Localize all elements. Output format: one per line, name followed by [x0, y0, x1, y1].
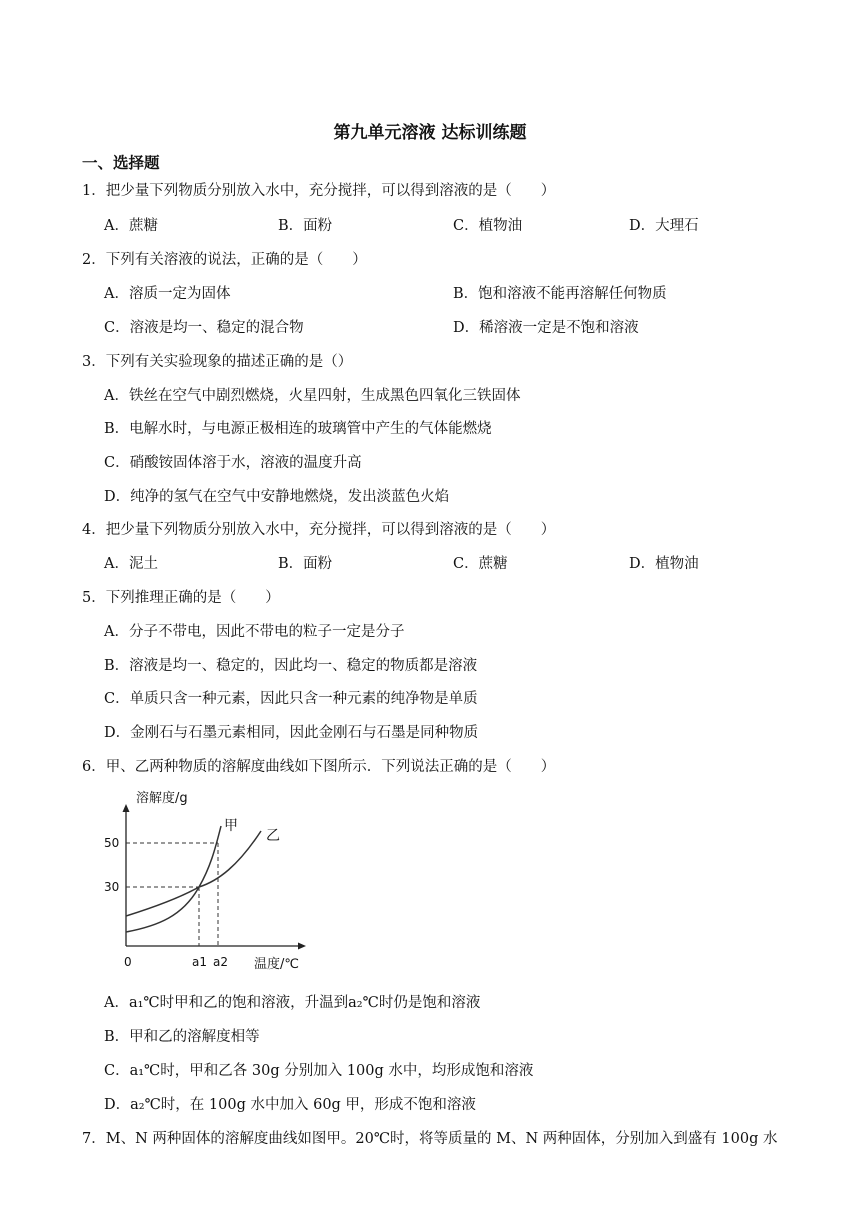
q4-option-a: A．泥土	[104, 556, 158, 572]
q6-option-c: C．a₁℃时，甲和乙各 30g 分别加入 100g 水中，均形成饱和溶液	[104, 1063, 534, 1079]
solubility-chart	[104, 788, 318, 973]
question-7: 7．M、N 两种固体的溶解度曲线如图甲。20℃时，将等质量的 M、N 两种固体，分别加入到盛有 100g 水	[82, 1131, 778, 1147]
xtick-0: 0	[124, 955, 132, 969]
q5-option-a: A．分子不带电，因此不带电的粒子一定是分子	[104, 624, 405, 640]
xtick-a1: a1	[192, 955, 207, 969]
q3-option-a: A．铁丝在空气中剧烈燃烧，火星四射，生成黑色四氧化三铁固体	[104, 388, 521, 404]
section-heading: 一、选择题	[82, 154, 160, 172]
page-title: 第九单元溶液 达标训练题	[333, 123, 527, 143]
q2-option-c: C．溶液是均一、稳定的混合物	[104, 320, 304, 336]
q4-option-c: C．蔗糖	[453, 556, 508, 572]
ytick-50: 50	[104, 836, 120, 850]
q1-option-b: B．面粉	[278, 218, 333, 234]
q4-option-d: D．植物油	[629, 556, 699, 572]
question-1: 1．把少量下列物质分别放入水中，充分搅拌，可以得到溶液的是（ ）	[82, 183, 556, 199]
xtick-a2: a2	[213, 955, 228, 969]
q3-option-c: C．硝酸铵固体溶于水，溶液的温度升高	[104, 455, 362, 471]
question-4: 4．把少量下列物质分别放入水中，充分搅拌，可以得到溶液的是（ ）	[82, 522, 556, 538]
q5-option-b: B．溶液是均一、稳定的，因此均一、稳定的物质都是溶液	[104, 658, 478, 674]
q6-option-a: A．a₁℃时甲和乙的饱和溶液，升温到a₂℃时仍是饱和溶液	[104, 995, 481, 1011]
q3-option-d: D．纯净的氢气在空气中安静地燃烧，发出淡蓝色火焰	[104, 489, 450, 505]
q1-option-d: D．大理石	[629, 218, 699, 234]
series-yi-curve	[126, 831, 261, 916]
q5-option-c: C．单质只含一种元素，因此只含一种元素的纯净物是单质	[104, 691, 478, 707]
series-jia-label: 甲	[224, 818, 238, 834]
question-5: 5．下列推理正确的是（ ）	[82, 590, 280, 606]
ytick-30: 30	[104, 880, 120, 894]
q3-option-b: B．电解水时，与电源正极相连的玻璃管中产生的气体能燃烧	[104, 421, 492, 437]
q1-option-a: A．蔗糖	[104, 218, 158, 234]
q6-option-d: D．a₂℃时，在 100g 水中加入 60g 甲，形成不饱和溶液	[104, 1097, 476, 1113]
series-jia-curve	[126, 826, 221, 932]
question-6: 6．甲、乙两种物质的溶解度曲线如下图所示．下列说法正确的是（ ）	[82, 759, 556, 775]
y-axis-label: 溶解度/g	[136, 791, 188, 806]
x-axis-label: 温度/℃	[254, 957, 299, 972]
q2-option-b: B．饱和溶液不能再溶解任何物质	[453, 286, 667, 302]
x-axis-arrow	[298, 943, 306, 950]
q6-option-b: B．甲和乙的溶解度相等	[104, 1029, 260, 1045]
series-yi-label: 乙	[266, 828, 280, 844]
q1-option-c: C．植物油	[453, 218, 523, 234]
y-axis-arrow	[123, 804, 130, 812]
q4-option-b: B．面粉	[278, 556, 333, 572]
q2-option-a: A．溶质一定为固体	[104, 286, 231, 302]
q2-option-d: D．稀溶液一定是不饱和溶液	[453, 320, 639, 336]
q5-option-d: D．金刚石与石墨元素相同，因此金刚石与石墨是同种物质	[104, 725, 479, 741]
question-2: 2．下列有关溶液的说法，正确的是（ ）	[82, 252, 367, 268]
question-3: 3．下列有关实验现象的描述正确的是（）	[82, 354, 353, 370]
